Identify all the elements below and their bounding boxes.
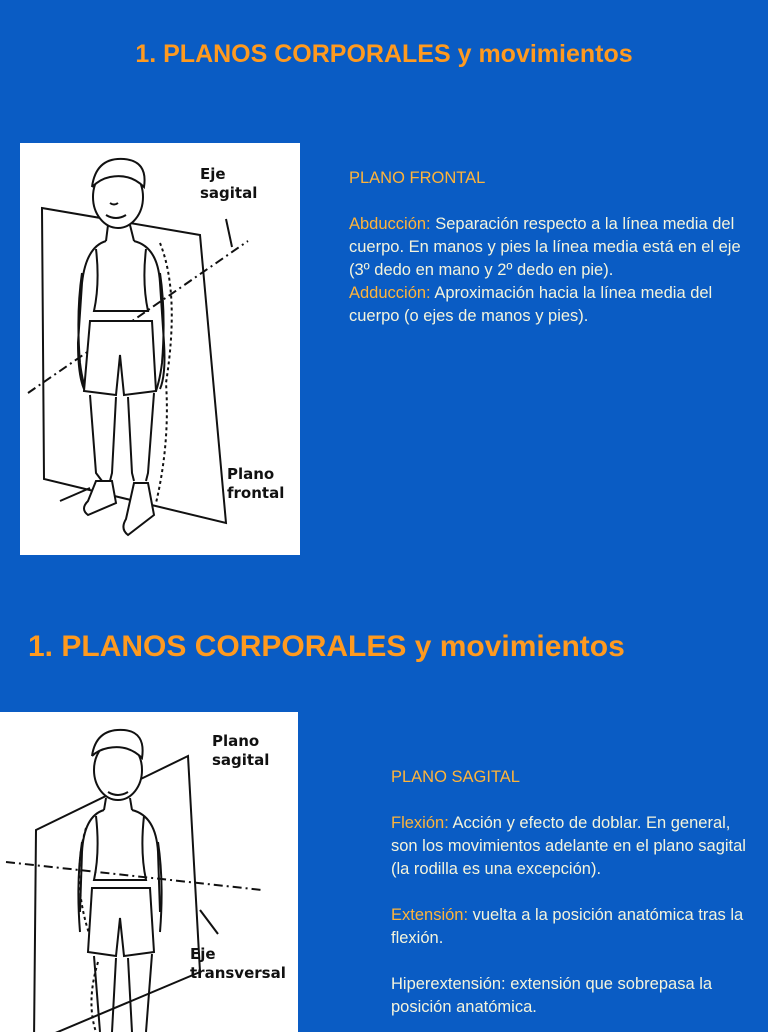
plane-heading: PLANO FRONTAL <box>349 169 486 187</box>
definition-flexion <box>391 812 756 881</box>
plane-label: Plano frontal <box>227 465 285 502</box>
slide-2-title: 1. PLANOS CORPORALES y movimientos <box>28 630 625 663</box>
plane-label: Plano sagital <box>212 732 270 769</box>
definition-hyperextension <box>391 973 756 1019</box>
transverse-axis-line <box>6 862 262 890</box>
term: Extensión: <box>391 906 469 924</box>
definition-text: Separación respecto a la línea media del cuerpo. En manos y pies la línea media está en el eje (3º dedo en mano y 2º dedo en pie). <box>349 215 741 279</box>
sagittal-plane-illustration <box>0 712 298 1032</box>
term: Abducción: <box>349 215 431 233</box>
axis-label: Eje sagital <box>200 165 258 202</box>
definition-abduction <box>349 213 749 282</box>
plane-heading: PLANO SAGITAL <box>391 768 520 786</box>
definition-text: Hiperextensión: extensión que sobrepasa la posición anatómica. <box>391 975 713 1016</box>
definition-adduction <box>349 282 749 328</box>
term: Adducción: <box>349 284 431 302</box>
definition-extension <box>391 904 756 950</box>
sagittal-plane-description <box>391 766 756 1019</box>
term: Flexión: <box>391 814 449 832</box>
definition-text: Aproximación hacia la línea media del cuerpo (o ejes de manos y pies). <box>349 284 713 325</box>
definition-text: vuelta a la posición anatómica tras la flexión. <box>391 906 744 947</box>
definition-text: Acción y efecto de doblar. En general, son los movimientos adelante en el plano sagital (la rodilla es una excepción). <box>391 814 746 878</box>
frontal-plane-description <box>349 167 749 328</box>
frontal-plane-illustration <box>20 143 300 555</box>
plane-arrow <box>60 488 90 501</box>
axis-label: Eje transversal <box>190 945 286 982</box>
slide-1-title: 1. PLANOS CORPORALES y movimientos <box>135 40 633 68</box>
